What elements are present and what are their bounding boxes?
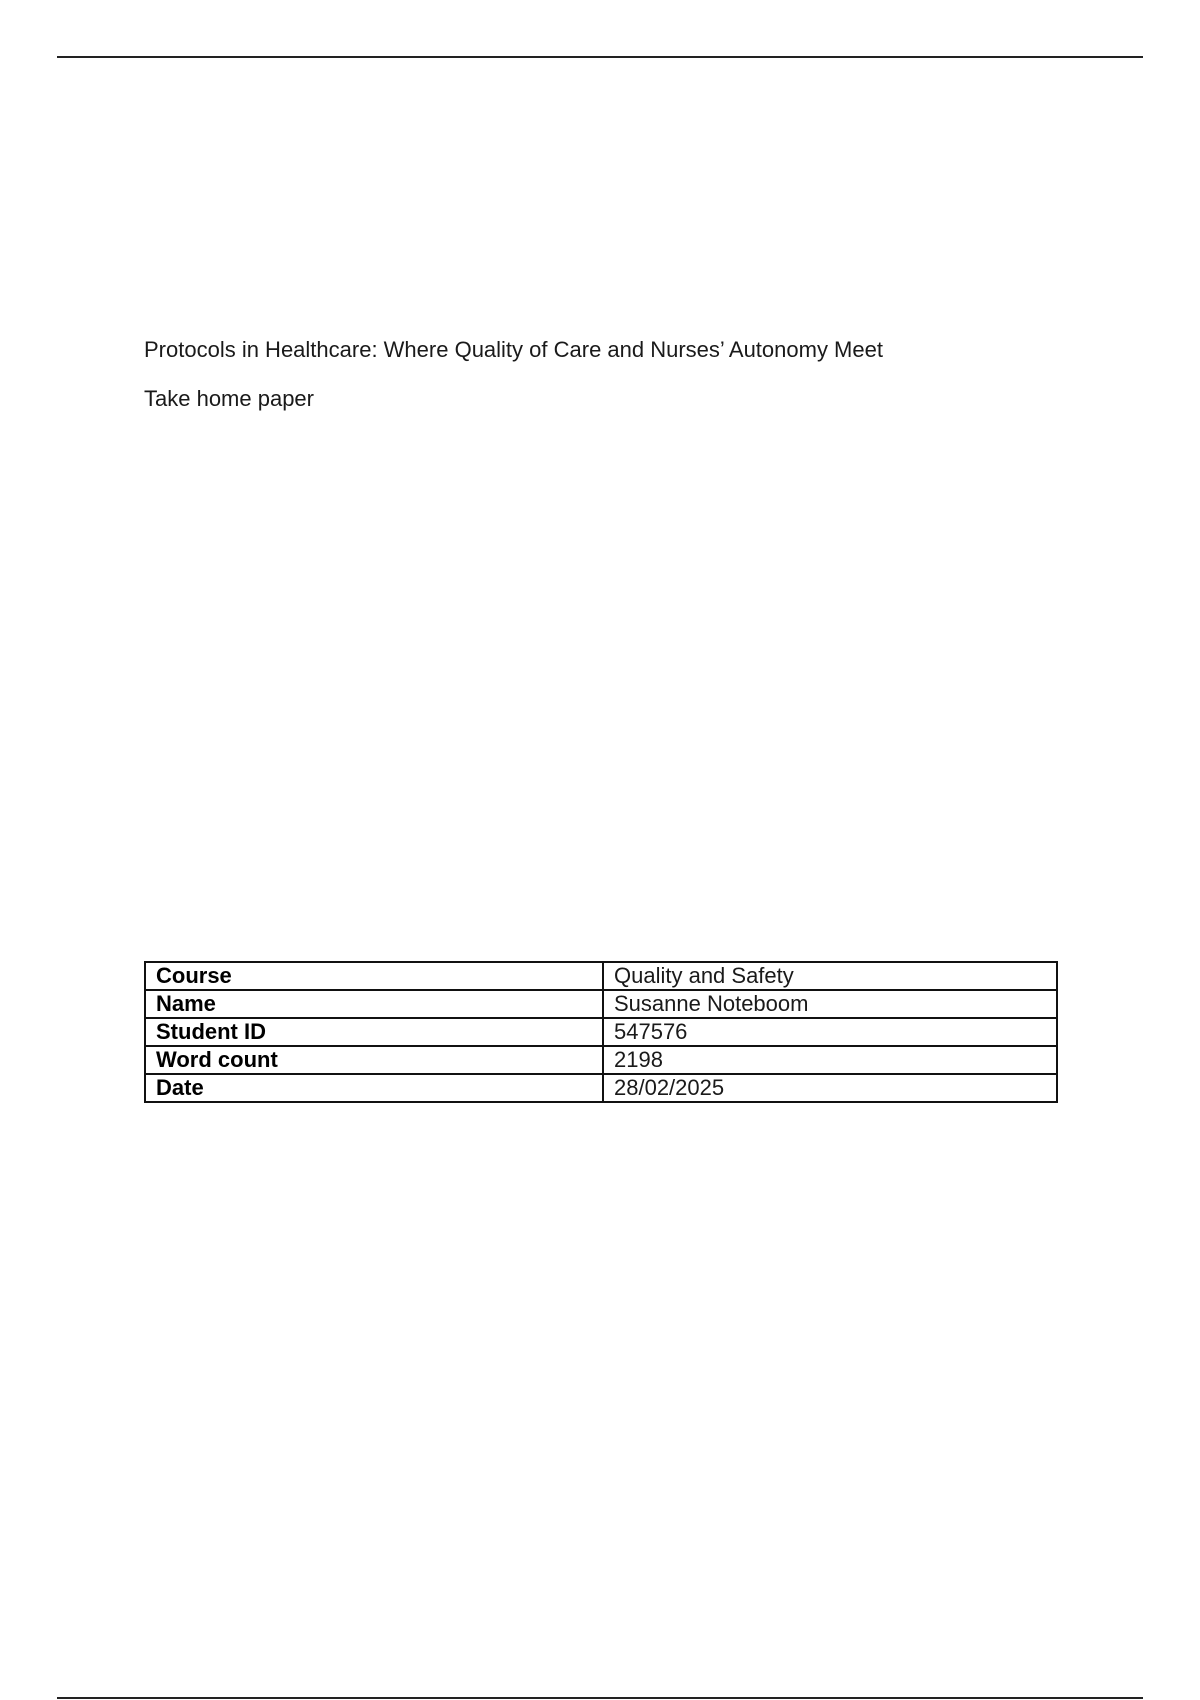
student-id-value: 547576 <box>603 1018 1057 1046</box>
table-row <box>145 1074 1057 1102</box>
course-label: Course <box>145 962 603 990</box>
document-title: Protocols in Healthcare: Where Quality of Care and Nurses’ Autonomy Meet <box>144 337 883 362</box>
student-id-label: Student ID <box>145 1018 603 1046</box>
course-value: Quality and Safety <box>603 962 1057 990</box>
student-info-table <box>144 961 1058 1103</box>
document-subtitle: Take home paper <box>144 386 314 411</box>
date-value: 28/02/2025 <box>603 1074 1057 1102</box>
table-row <box>145 1046 1057 1074</box>
word-count-value: 2198 <box>603 1046 1057 1074</box>
table-row <box>145 990 1057 1018</box>
date-label: Date <box>145 1074 603 1102</box>
word-count-label: Word count <box>145 1046 603 1074</box>
table-row <box>145 962 1057 990</box>
name-value: Susanne Noteboom <box>603 990 1057 1018</box>
footer-rule <box>57 1697 1143 1699</box>
table-row <box>145 1018 1057 1046</box>
header-rule <box>57 56 1143 58</box>
name-label: Name <box>145 990 603 1018</box>
